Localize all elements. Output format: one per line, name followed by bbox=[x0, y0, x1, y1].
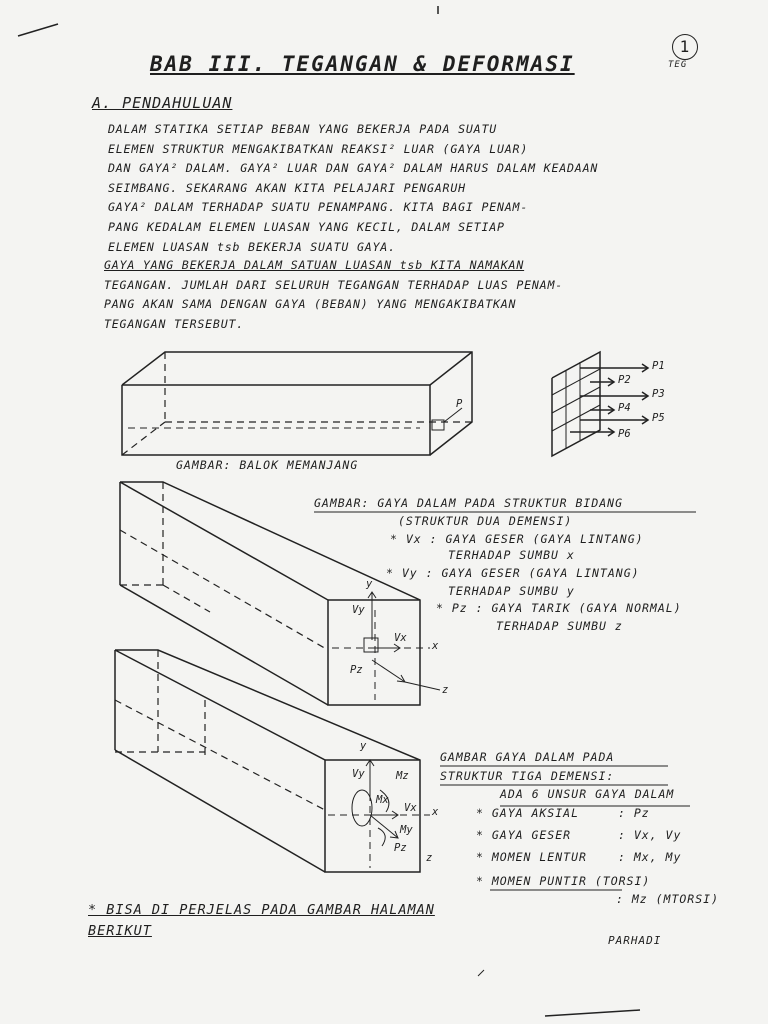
figure3-item-value: : Mz (MTORSI) bbox=[616, 892, 720, 906]
vx-label: Vx bbox=[404, 802, 417, 814]
figure1-caption: GAMBAR: BALOK MEMANJANG bbox=[176, 458, 359, 472]
figure2-item: TERHADAP SUMBU z bbox=[496, 619, 623, 633]
section-heading: A. PENDAHULUAN bbox=[92, 94, 233, 112]
axis-label-x: x bbox=[432, 806, 439, 818]
chapter-title: BAB III. TEGANGAN & DEFORMASI bbox=[150, 52, 575, 76]
figure2-item: * Pz : GAYA TARIK (GAYA NORMAL) bbox=[436, 601, 682, 615]
paragraph-line: GAYA YANG BEKERJA DALAM SATUAN LUASAN tsb KITA NAMAKAN bbox=[104, 258, 525, 272]
figure2-item: * Vy : GAYA GESER (GAYA LINTANG) bbox=[386, 566, 640, 580]
axis-label-x: x bbox=[432, 640, 439, 652]
figure3-item-label: * MOMEN PUNTIR (TORSI) bbox=[476, 874, 651, 888]
paragraph-line: ELEMEN LUASAN tsb BEKERJA SUATU GAYA. bbox=[108, 239, 396, 254]
figure2-item: TERHADAP SUMBU y bbox=[448, 584, 575, 598]
intro-paragraph bbox=[108, 120, 598, 257]
figure3-item-label: * GAYA GESER bbox=[476, 828, 572, 842]
note-line: BERIKUT bbox=[88, 923, 152, 939]
cross-section-grid-drawing bbox=[552, 352, 648, 456]
figure3-item-label: * MOMEN LENTUR bbox=[476, 850, 587, 864]
axis-label-y: y bbox=[360, 740, 367, 752]
mx-label: Mx bbox=[376, 794, 389, 806]
force-label-p5: P5 bbox=[652, 412, 665, 424]
force-label-p2: P2 bbox=[618, 374, 631, 386]
my-label: My bbox=[400, 824, 413, 836]
axis-label-y: y bbox=[366, 578, 373, 590]
scan-mark bbox=[545, 1010, 640, 1016]
figure3-caption-line2: STRUKTUR TIGA DEMENSI: bbox=[440, 769, 615, 783]
paragraph-line: DALAM STATIKA SETIAP BEBAN YANG BEKERJA PADA SUATU bbox=[108, 122, 498, 136]
axis-label-z: z bbox=[442, 684, 449, 696]
pz-label: Pz bbox=[394, 842, 407, 854]
long-beam-drawing bbox=[122, 352, 472, 455]
beam-3d-drawing bbox=[115, 650, 433, 872]
figure3-item-value: : Mx, My bbox=[618, 850, 682, 864]
vx-label: Vx bbox=[394, 632, 407, 644]
figure3-caption-line3: ADA 6 UNSUR GAYA DALAM bbox=[500, 787, 675, 801]
author-signature: PARHADI bbox=[608, 934, 662, 947]
pz-label: Pz bbox=[350, 664, 363, 676]
force-label-p1: P1 bbox=[652, 360, 665, 372]
page-code: TEG bbox=[668, 60, 688, 70]
paragraph-line: TEGANGAN. JUMLAH DARI SELURUH TEGANGAN TERHADAP LUAS PENAM- bbox=[104, 277, 564, 292]
paragraph-line: PANG KEDALAM ELEMEN LUASAN YANG KECIL, DALAM SETIAP bbox=[108, 219, 505, 234]
beam-2d-drawing bbox=[120, 482, 440, 705]
paragraph-line: TEGANGAN TERSEBUT. bbox=[104, 316, 245, 331]
paragraph-line: GAYA² DALAM TERHADAP SUATU PENAMPANG. KITA BAGI PENAM- bbox=[108, 200, 529, 215]
note-line: * BISA DI PERJELAS PADA GAMBAR HALAMAN bbox=[88, 902, 435, 918]
figure2-item: * Vx : GAYA GESER (GAYA LINTANG) bbox=[390, 532, 644, 546]
figure3-item-value: : Vx, Vy bbox=[618, 828, 682, 842]
paragraph-line: ELEMEN STRUKTUR MENGAKIBATKAN REAKSI² LUAR (GAYA LUAR) bbox=[108, 141, 529, 156]
figure2-caption-line2: (STRUKTUR DUA DEMENSI) bbox=[398, 514, 573, 528]
force-label-p: P bbox=[456, 398, 463, 410]
page-number: 1 bbox=[672, 34, 698, 60]
mz-label: Mz bbox=[396, 770, 409, 782]
paragraph-line: DAN GAYA² DALAM. GAYA² LUAR DAN GAYA² DALAM HARUS DALAM KEADAAN bbox=[108, 161, 599, 176]
figure2-caption-line1: GAMBAR: GAYA DALAM PADA STRUKTUR BIDANG bbox=[314, 496, 624, 510]
paragraph-line: SEIMBANG. SEKARANG AKAN KITA PELAJARI PENGARUH bbox=[108, 180, 466, 195]
axis-label-z: z bbox=[426, 852, 433, 864]
figure3-item-label: * GAYA AKSIAL bbox=[476, 806, 580, 820]
definition-paragraph bbox=[104, 256, 563, 334]
force-label-p6: P6 bbox=[618, 428, 631, 440]
paragraph-line: PANG AKAN SAMA DENGAN GAYA (BEBAN) YANG MENGAKIBATKAN bbox=[104, 297, 517, 312]
figure3-item-value: : Pz bbox=[618, 806, 650, 820]
figure2-item: TERHADAP SUMBU x bbox=[448, 548, 575, 562]
vy-label: Vy bbox=[352, 768, 365, 780]
vy-label: Vy bbox=[352, 604, 365, 616]
force-label-p4: P4 bbox=[618, 402, 631, 414]
scan-mark bbox=[18, 24, 58, 36]
footer-note bbox=[88, 900, 528, 942]
figure3-caption-line1: GAMBAR GAYA DALAM PADA bbox=[440, 750, 615, 764]
force-label-p3: P3 bbox=[652, 388, 665, 400]
